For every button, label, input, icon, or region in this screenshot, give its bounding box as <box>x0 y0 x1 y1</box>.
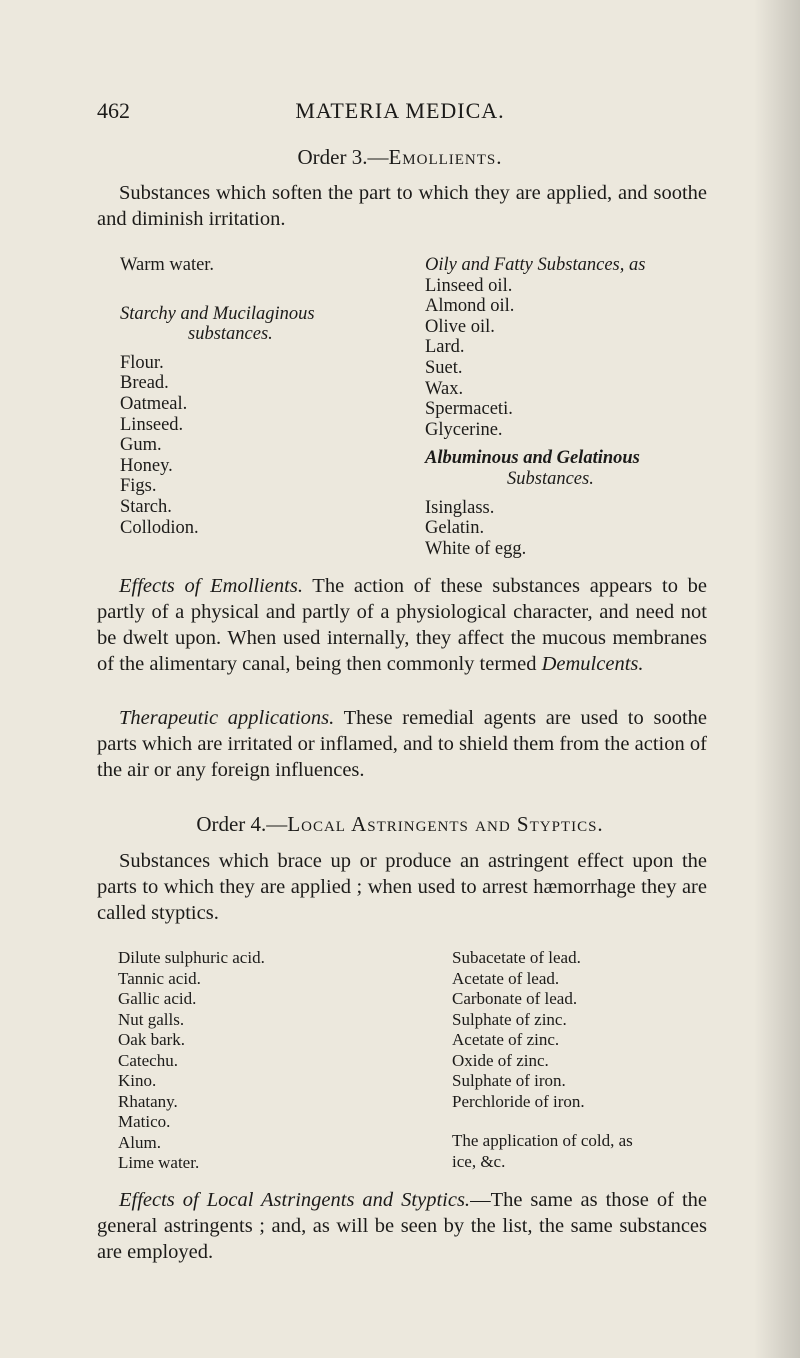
list-item: Kino. <box>118 1071 157 1090</box>
therapeutic-label: Therapeutic applications. <box>119 707 335 729</box>
list-item: Bread. <box>120 373 169 394</box>
emollients-left-column <box>120 255 380 538</box>
list-item: Linseed oil. <box>425 275 513 296</box>
list-item: Lime water. <box>118 1153 200 1172</box>
oily-heading: Oily and Fatty Substances, as <box>425 255 646 275</box>
order3-intro: Substances which soften the part to which they are applied, and soothe and diminish irritation. <box>97 182 707 230</box>
effects-text: The action of these substances appears to be partly of a physical and partly of a physiological character, and need not be dwelt upon. When used internally, they affect the mucous membranes of the alimentary canal, being then commonly termed <box>97 575 708 675</box>
list-item: Oxide of zinc. <box>452 1050 549 1070</box>
list-item: Perchloride of iron. <box>452 1091 585 1111</box>
list-item: White of egg. <box>425 538 527 559</box>
effects-label: Effects of Emollients. <box>119 575 303 597</box>
list-item: Matico. <box>118 1112 171 1131</box>
list-item: Nut galls. <box>118 1009 185 1029</box>
list-item: Tannic acid. <box>118 968 201 988</box>
starchy-heading-line2: substances. <box>188 324 273 345</box>
effects-of-emollients-paragraph <box>97 573 707 677</box>
astringents-right-column <box>452 948 732 1172</box>
page-number: 462 <box>97 98 130 123</box>
list-item: Gallic acid. <box>118 989 197 1008</box>
list-item: Honey. <box>120 455 173 476</box>
list-item: Sulphate of iron. <box>452 1071 566 1090</box>
list-item: Figs. <box>120 476 157 497</box>
list-item: Collodion. <box>120 517 199 538</box>
list-item: Glycerine. <box>425 419 503 440</box>
running-title: MATERIA MEDICA. <box>295 98 505 123</box>
therapeutic-applications-paragraph <box>97 705 707 783</box>
list-item: Lard. <box>425 337 465 358</box>
albuminous-heading-line2: Substances. <box>507 468 594 489</box>
list-item: Linseed. <box>120 414 184 435</box>
list-item: Wax. <box>425 378 464 399</box>
page-edge-shadow <box>754 0 800 1358</box>
order3-prefix: Order 3.— <box>297 145 389 169</box>
list-item: Subacetate of lead. <box>452 948 581 967</box>
list-item: Gelatin. <box>425 518 485 539</box>
cold-application-note-line2: ice, &c. <box>452 1151 506 1171</box>
list-item: Olive oil. <box>425 316 495 337</box>
demulcents-term: Demulcents. <box>541 653 644 675</box>
astringents-effects-label: Effects of Local Astringents and Styptics. <box>119 1189 471 1211</box>
order4-title: Local Astringents and Styptics. <box>287 812 604 836</box>
list-item: Acetate of lead. <box>452 968 560 988</box>
list-item: Flour. <box>120 352 164 373</box>
list-item: Acetate of zinc. <box>452 1030 560 1049</box>
list-item: Alum. <box>118 1132 161 1152</box>
page-header <box>0 98 800 130</box>
list-item: Starch. <box>120 496 172 517</box>
effects-of-astringents-paragraph <box>97 1187 707 1265</box>
list-item: Sulphate of zinc. <box>452 1009 567 1029</box>
astringents-effects-text: —The same as those of the general astringents ; and, as will be seen by the list, the same substances are employed. <box>97 1189 707 1263</box>
order4-intro: Substances which brace up or produce an astringent effect upon the parts to which they are applied ; when used to arrest hæmorrhage they are called styptics. <box>97 850 707 924</box>
list-item: Warm water. <box>120 255 215 275</box>
order4-heading <box>0 812 800 837</box>
therapeutic-text: These remedial agents are used to soothe parts which are irritated or inflamed, and to shield them from the action of the air or any foreign influences. <box>97 707 707 781</box>
order3-heading <box>0 145 800 170</box>
list-item: Isinglass. <box>425 497 495 518</box>
albuminous-heading-line1: Albuminous and Gelatinous <box>425 448 640 469</box>
order3-title: Emollients. <box>388 145 503 169</box>
list-item: Dilute sulphuric acid. <box>118 948 265 967</box>
emollients-right-column <box>425 255 725 559</box>
list-item: Almond oil. <box>425 296 515 317</box>
astringents-left-column <box>118 948 418 1174</box>
list-item: Suet. <box>425 357 463 378</box>
list-item: Oak bark. <box>118 1030 186 1049</box>
list-item: Rhatany. <box>118 1091 178 1111</box>
list-item: Catechu. <box>118 1050 178 1070</box>
list-item: Gum. <box>120 435 162 456</box>
cold-application-note-line1: The application of cold, as <box>452 1131 633 1150</box>
list-item: Oatmeal. <box>120 393 188 414</box>
order4-prefix: Order 4.— <box>196 812 288 836</box>
starchy-heading-line1: Starchy and Mucilaginous <box>120 303 315 324</box>
list-item: Carbonate of lead. <box>452 989 578 1008</box>
list-item: Spermaceti. <box>425 399 513 420</box>
